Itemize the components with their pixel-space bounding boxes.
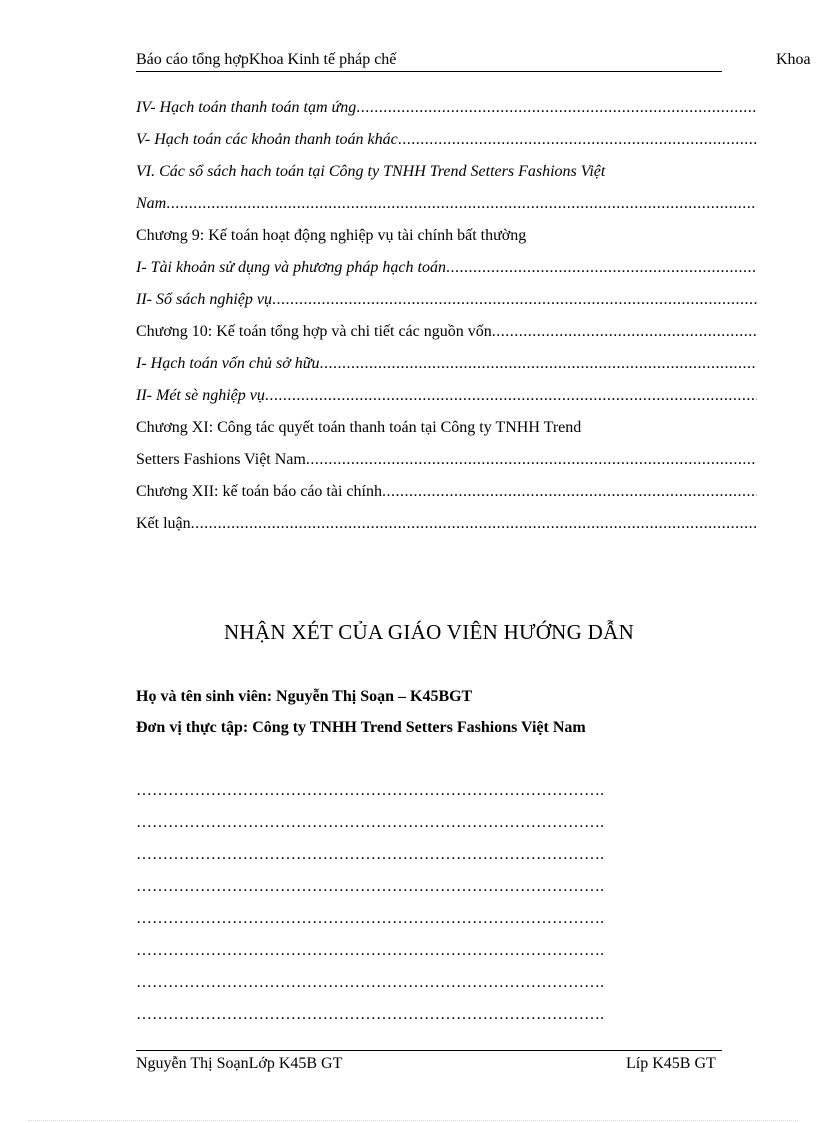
toc-entry-label: Chương XII: kế toán báo cáo tài chính xyxy=(136,483,382,500)
toc-leader xyxy=(272,284,757,316)
toc-entry-label: IV- Hạch toán thanh toán tạm ứng xyxy=(136,99,357,116)
student-name: Họ và tên sinh viên: Nguyễn Thị Soạn – K45BGT xyxy=(136,688,473,705)
toc-entry xyxy=(136,220,757,252)
header-right: Khoa xyxy=(776,51,811,68)
comment-line: ……………………………………………………………………………. xyxy=(136,878,604,895)
comment-line: ……………………………………………………………………………. xyxy=(136,910,604,927)
toc-entry xyxy=(136,156,757,188)
toc-entry xyxy=(136,92,757,124)
toc-entry xyxy=(136,476,757,508)
toc-entry-label: I- Tài khoản sử dụng và phương pháp hạch toán xyxy=(136,259,446,276)
toc-entry-label: VI. Các sổ sách hach toán tại Công ty TNHH Trend Setters Fashions Việt xyxy=(136,163,606,180)
internship-unit: Đơn vị thực tập: Công ty TNHH Trend Setters Fashions Việt Nam xyxy=(136,719,586,736)
footer-left: Nguyễn Thị SoạnLớp K45B GT xyxy=(136,1055,343,1072)
toc-entry xyxy=(136,444,757,476)
toc-leader xyxy=(191,508,757,540)
comment-line: ……………………………………………………………………………. xyxy=(136,974,604,991)
toc-leader xyxy=(356,92,757,124)
toc-entry-label: Chương 9: Kế toán hoạt động nghiệp vụ tài chính bất thường xyxy=(136,227,527,244)
toc-leader xyxy=(492,316,757,348)
toc-entry xyxy=(136,348,757,380)
toc-entry xyxy=(136,412,757,444)
comment-area xyxy=(136,775,720,1031)
toc-entry-label: Chương 10: Kế toán tổng hợp và chi tiết các nguồn vốn xyxy=(136,323,492,340)
toc-leader xyxy=(306,444,757,476)
toc-entry-label: II- Sổ sách nghiệp vụ xyxy=(136,291,272,308)
page-edge xyxy=(28,1120,798,1121)
toc-leader xyxy=(319,348,757,380)
comment-line: ……………………………………………………………………………. xyxy=(136,846,604,863)
toc-leader xyxy=(398,124,757,156)
toc-leader xyxy=(382,476,757,508)
toc-entry-label: Nam xyxy=(136,195,167,212)
header-left: Báo cáo tổng hợpKhoa Kinh tế pháp chế xyxy=(136,50,722,72)
toc-leader xyxy=(265,380,757,412)
footer-rule xyxy=(136,1050,722,1051)
toc-entry xyxy=(136,124,757,156)
comment-line: ……………………………………………………………………………. xyxy=(136,1006,604,1023)
section-title: NHẬN XÉT CỦA GIÁO VIÊN HƯỚNG DẪN xyxy=(223,620,635,644)
toc-entry-label: I- Hạch toán vốn chủ sở hữu xyxy=(136,355,320,372)
toc-entry xyxy=(136,284,757,316)
toc-entry-label: Chương XI: Công tác quyết toán thanh toán tại Công ty TNHH Trend xyxy=(136,419,582,436)
comment-line: ……………………………………………………………………………. xyxy=(136,942,604,959)
toc-entry-label: II- Mét sè nghiệp vụ xyxy=(136,387,265,404)
toc-leader xyxy=(446,252,757,284)
toc-entry-label: Setters Fashions Việt Nam xyxy=(136,451,306,468)
toc-entry-label: Kết luận xyxy=(136,515,191,532)
toc-entry xyxy=(136,508,757,540)
toc-entry xyxy=(136,380,757,412)
table-of-contents xyxy=(136,92,757,540)
toc-entry-label: V- Hạch toán các khoản thanh toán khác xyxy=(136,131,398,148)
toc-entry xyxy=(136,252,757,284)
comment-line: ……………………………………………………………………………. xyxy=(136,782,604,799)
toc-leader xyxy=(166,188,757,220)
footer-right: Líp K45B GT xyxy=(626,1055,716,1072)
toc-entry xyxy=(136,188,757,220)
comment-line: ……………………………………………………………………………. xyxy=(136,814,604,831)
toc-entry xyxy=(136,316,757,348)
